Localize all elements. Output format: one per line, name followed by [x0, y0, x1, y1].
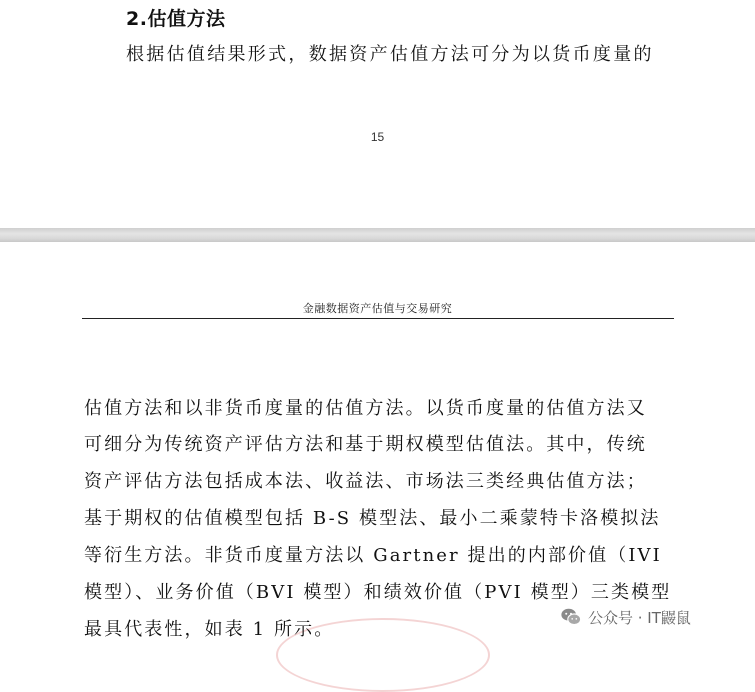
- page-number: 15: [370, 130, 385, 144]
- header-rule: [82, 318, 674, 319]
- wechat-icon: [560, 606, 582, 628]
- watermark: [560, 606, 691, 628]
- body-text-line: 最具代表性，如表 1 所示。: [84, 619, 335, 640]
- paragraph-line: 根据估值结果形式，数据资产估值方法可分为以货币度量的: [126, 44, 654, 65]
- running-header: 金融数据资产估值与交易研究: [302, 302, 453, 315]
- body-text-line: 基于期权的估值模型包括 B-S 模型法、最小二乘蒙特卡洛模拟法: [84, 508, 661, 529]
- section-heading: 2.估值方法: [126, 8, 226, 30]
- body-text-line: 模型）、业务价值（BVI 模型）和绩效价值（PVI 模型）三类模型: [84, 582, 672, 603]
- body-text-line: 可细分为传统资产评估方法和基于期权模型估值法。其中，传统: [84, 434, 647, 455]
- body-text-line: 等衍生方法。非货币度量方法以 Gartner 提出的内部价值（IVI: [84, 545, 662, 566]
- watermark-text: 公众号 · IT鼹鼠: [588, 608, 691, 627]
- document-page-top: [0, 0, 755, 228]
- body-text-line: 资产评估方法包括成本法、收益法、市场法三类经典估值方法；: [84, 471, 647, 492]
- page-separator: [0, 228, 755, 242]
- body-text-line: 估值方法和以非货币度量的估值方法。以货币度量的估值方法又: [84, 398, 647, 419]
